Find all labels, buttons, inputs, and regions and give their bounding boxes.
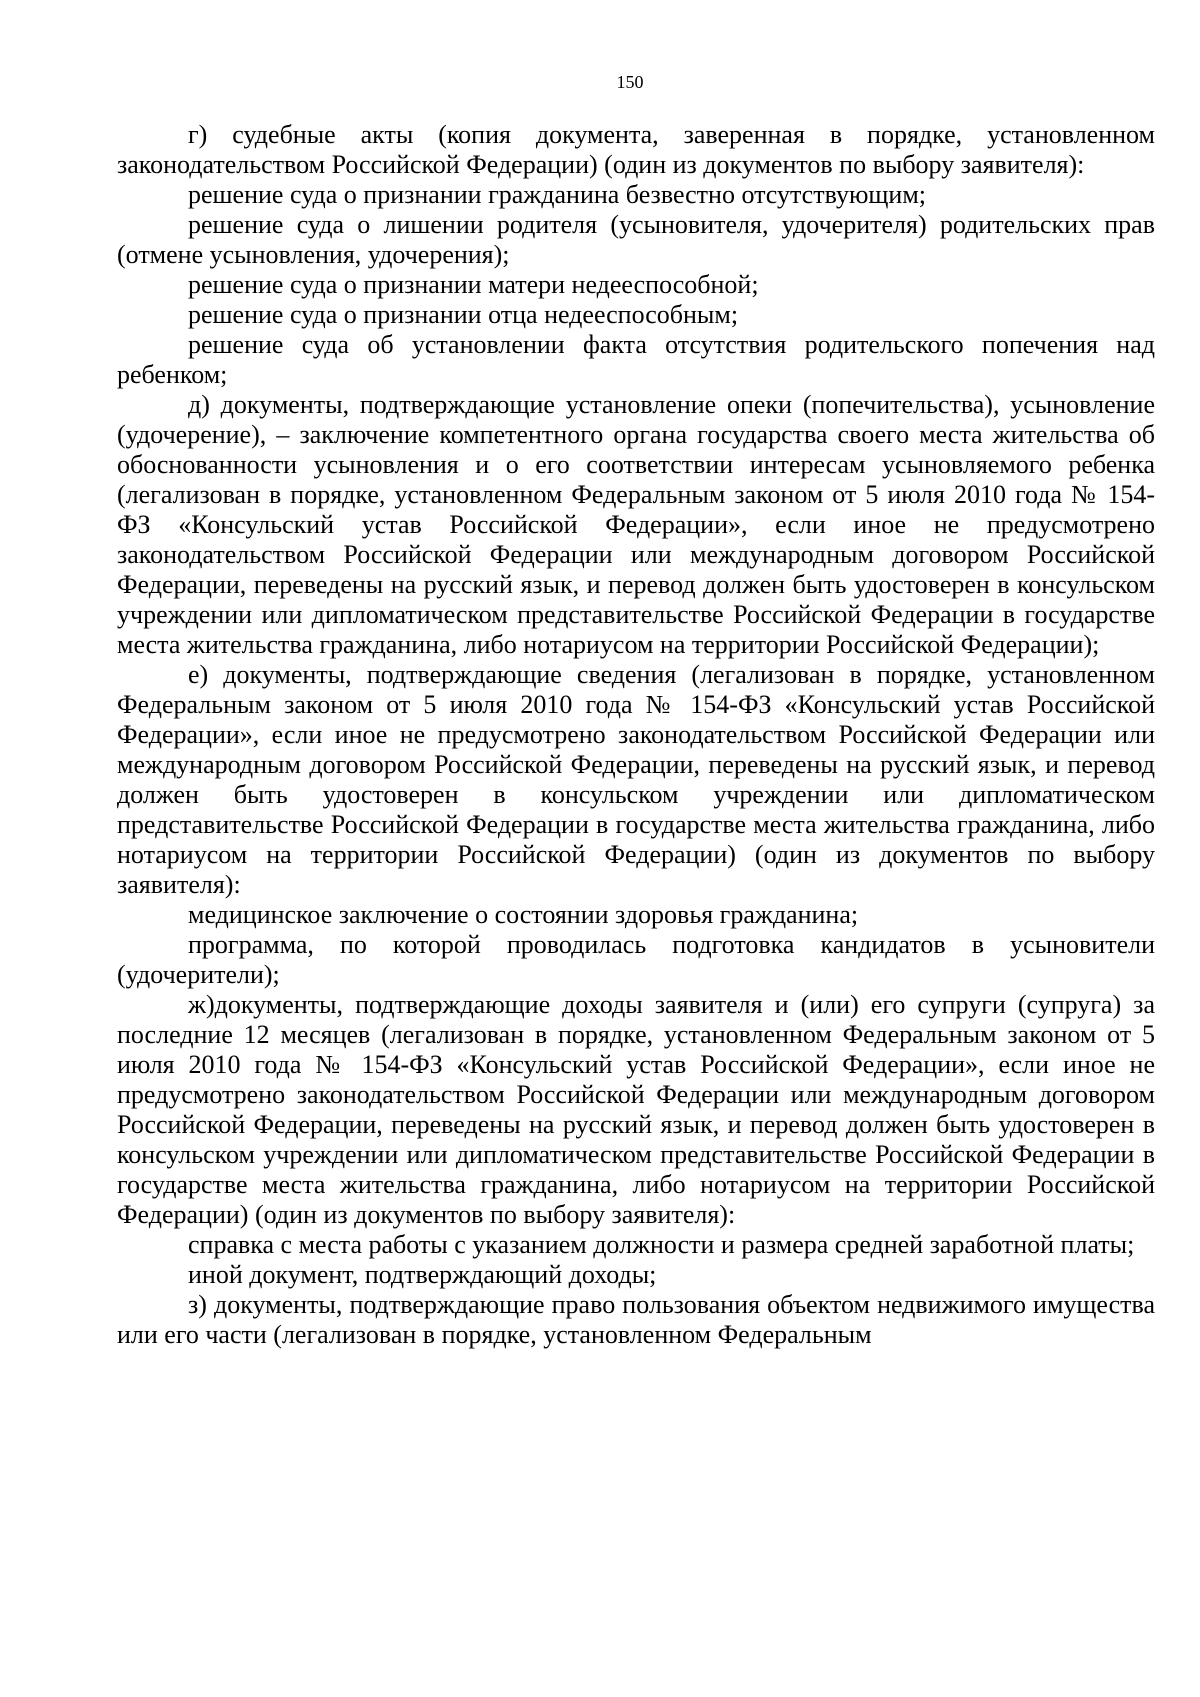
paragraph-e-information: е) документы, подтверждающие сведения (легализован в порядке, установленном Федеральным законом от 5 июля 2010 года № 154-ФЗ «Консульский устав Российской Федерации», если иное не предусмотрено законодательством Российской Федерации или международным договором Российской Федерации, переведены на русский язык, и перевод должен быть удостоверен в консульском учреждении или дипломатическом представительстве Российской Федерации в государстве места жительства гражданина, либо нотариусом на территории Российской Федерации) (один из документов по выбору заявителя): xyxy=(117,660,1155,899)
list-item: решение суда о признании матери недееспособной; xyxy=(188,270,759,299)
page-number: 150 xyxy=(616,72,644,92)
list-item: справка с места работы с указанием должности и размера средней заработной платы; xyxy=(188,1230,1135,1259)
paragraph-g-court-acts: г) судебные акты (копия документа, заверенная в порядке, установленном законодательством Российской Федерации) (один из документов по выбору заявителя): xyxy=(117,120,1155,179)
list-item: программа, по которой проводилась подготовка кандидатов в усыновители (удочерители); xyxy=(117,930,1155,989)
list-item: решение суда о лишении родителя (усыновителя, удочерителя) родительских прав (отмене усыновления, удочерения); xyxy=(117,210,1155,269)
list-item: решение суда об установлении факта отсутствия родительского попечения над ребенком; xyxy=(117,330,1155,389)
paragraph-z-property: з) документы, подтверждающие право пользования объектом недвижимого имущества или его части (легализован в порядке, установленном Федеральным xyxy=(117,1290,1155,1349)
list-item: иной документ, подтверждающий доходы; xyxy=(188,1260,657,1289)
paragraph-d-guardianship: д) документы, подтверждающие установление опеки (попечительства), усыновление (удочерение), – заключение компетентного органа государства своего места жительства об обоснованности усыновления и о его соответствии интересам усыновляемого ребенка (легализован в порядке, установленном Федеральным законом от 5 июля 2010 года № 154-ФЗ «Консульский устав Российской Федерации», если иное не предусмотрено законодательством Российской Федерации или международным договором Российской Федерации, переведены на русский язык, и перевод должен быть удостоверен в консульском учреждении или дипломатическом представительстве Российской Федерации в государстве места жительства гражданина, либо нотариусом на территории Российской Федерации); xyxy=(117,390,1155,659)
list-item: решение суда о признании отца недееспособным; xyxy=(188,300,739,329)
document-body xyxy=(117,120,1155,1350)
list-item: решение суда о признании гражданина безвестно отсутствующим; xyxy=(188,180,926,209)
list-item: медицинское заключение о состоянии здоровья гражданина; xyxy=(188,900,859,929)
paragraph-zh-income: ж)документы, подтверждающие доходы заявителя и (или) его супруги (супруга) за последние 12 месяцев (легализован в порядке, установленном Федеральным законом от 5 июля 2010 года № 154-ФЗ «Консульский устав Российской Федерации», если иное не предусмотрено законодательством Российской Федерации или международным договором Российской Федерации, переведены на русский язык, и перевод должен быть удостоверен в консульском учреждении или дипломатическом представительстве Российской Федерации в государстве места жительства гражданина, либо нотариусом на территории Российской Федерации) (один из документов по выбору заявителя): xyxy=(117,990,1155,1229)
